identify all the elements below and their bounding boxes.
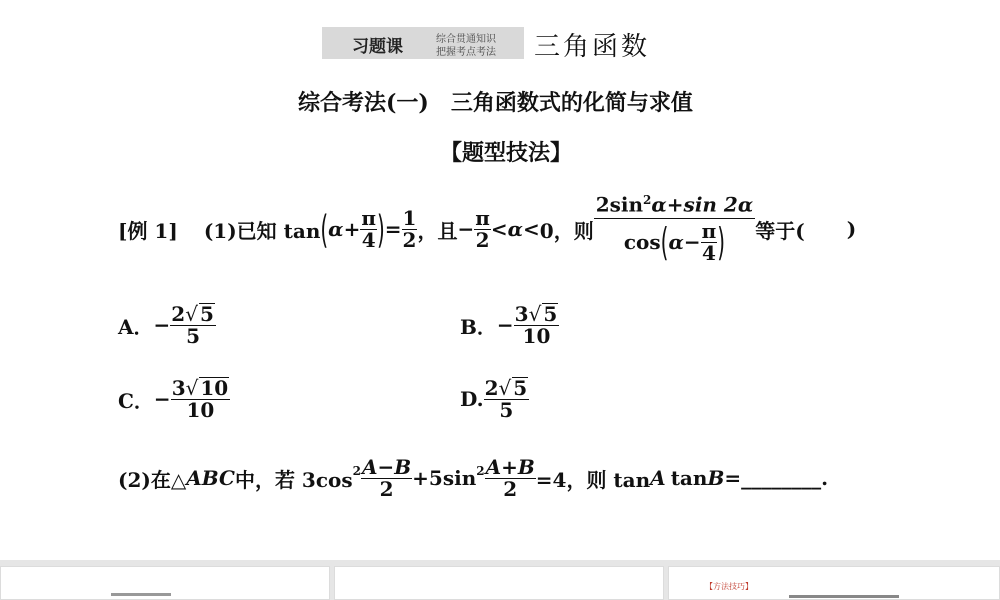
part1-intro: (1)已知 tan bbox=[203, 218, 321, 243]
answer-blank[interactable]: =________. bbox=[724, 466, 829, 490]
slide-thumbnail-1[interactable] bbox=[0, 566, 330, 600]
zero-then: 0，则 bbox=[539, 218, 594, 243]
header-tab-sub-1: 综合贯通知识 bbox=[436, 34, 496, 45]
option-c[interactable]: C． − $\frac{3√ 10}{10}$ bbox=[118, 376, 229, 422]
slide-thumbnail-2[interactable] bbox=[334, 566, 664, 600]
minus-sign: − bbox=[457, 217, 475, 241]
fraction-one-half: $\frac{1}{2}$ bbox=[402, 205, 417, 252]
equals-to-text: 等于( bbox=[755, 218, 805, 243]
left-paren: ( bbox=[320, 206, 329, 252]
big-fraction bbox=[594, 194, 756, 264]
example-1-line: [例 1] (1)已知 tan ( α + $\frac{\pi}{4}$ ) = $\frac{1}{2}$ ，且 − $\frac{\pi}{2}$ < α < 0，则 $2\sin^2\alpha+\sin$ 2α cos ( α − $\frac{\pi}{4}$ ) 等于( ) bbox=[118, 192, 857, 265]
right-paren: ) bbox=[376, 206, 385, 252]
header-tab-label: 习题课 bbox=[352, 37, 403, 57]
header-tab bbox=[322, 27, 524, 59]
option-b[interactable]: B． − $\frac{3√ 5}{10}$ bbox=[460, 302, 558, 348]
fraction-pi-over-2: $\frac{\pi}{2}$ bbox=[475, 205, 490, 252]
method-title: 【题型技法】 bbox=[440, 140, 573, 166]
section-subtitle: 综合考法(一) 三角函数式的化简与求值 bbox=[298, 90, 693, 116]
example-tag: [例 1] bbox=[118, 218, 178, 243]
slide-thumbnail-3[interactable] bbox=[668, 566, 1000, 600]
big-fraction-denominator: cos ( α − $\frac{\pi}{4}$ ) bbox=[623, 218, 726, 265]
chapter-title: 三角函数 bbox=[534, 32, 651, 62]
answer-close-paren: ) bbox=[846, 217, 857, 241]
alpha-symbol: α bbox=[328, 217, 344, 241]
comma-and: ，且 bbox=[417, 218, 458, 243]
option-a[interactable]: A． − $\frac{2√ 5}{5}$ bbox=[118, 302, 214, 348]
big-fraction-numerator: $2\sin^2\alpha+\sin$ 2α bbox=[595, 192, 754, 217]
option-d[interactable]: D. $\frac{2√ 5}{5}$ bbox=[460, 376, 528, 422]
equals-sign: = bbox=[384, 217, 402, 241]
thumbnail-method-tag: 【方法技巧】 bbox=[705, 582, 753, 591]
part-2-line: (2)在△ ABC 中，若 3cos $^2$ $\frac{A-B}{2}$ +5sin $^2$ $\frac{A+B}{2}$ =4，则 tan A tan B =________. bbox=[118, 454, 829, 501]
fraction-a-minus-b: $\frac{A-B}{2}$ bbox=[361, 454, 412, 501]
less-than: < bbox=[490, 217, 508, 241]
fraction-pi-over-4: $\frac{\pi}{4}$ bbox=[361, 205, 376, 252]
fraction-a-plus-b: $\frac{A+B}{2}$ bbox=[485, 454, 535, 501]
plus-sign: + bbox=[343, 217, 361, 241]
header-tab-sub-2: 把握考点考法 bbox=[436, 47, 496, 58]
